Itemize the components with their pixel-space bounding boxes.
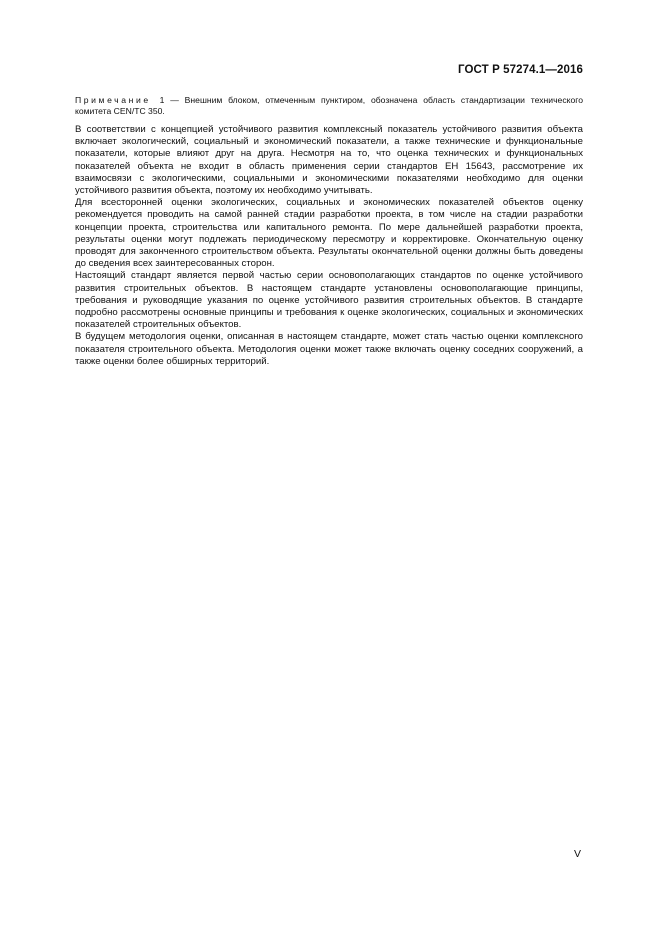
paragraph-text: Для всесторонней оценки экологических, социальных и экономических показателей объектов оценку рекомендуется проводить на самой ранней стадии разработки проекта, в том числе на стадии разработки концепции проекта, строительства или капитального ремонта. По мере дальнейшей разработки проекта, результаты оценки могут подлежать периодическому пересмотру и корректировке. Окончательную оценку проводят для законченного строительством объекта. Результаты окончательной оценки должны быть доведены до сведения всех заинтересованных сторон. (75, 197, 583, 270)
document-body (75, 95, 583, 368)
paragraph-text: В будущем методология оценки, описанная в настоящем стандарте, может стать частью оценки комплексного показателя строительного объекта. Методология оценки может также включать оценку соседних сооружений, а также оценки более обширных территорий. (75, 331, 583, 367)
paragraph (75, 270, 583, 331)
document-code-header: ГОСТ Р 57274.1—2016 (458, 64, 583, 76)
paragraph (75, 124, 583, 197)
paragraph (75, 197, 583, 270)
note-label: Примечание (75, 95, 151, 105)
paragraph-text: В соответствии с концепцией устойчивого развития комплексный показатель устойчивого развития объекта включает экологический, социальный и экономический показатели, а также технические и функциональные показатели, которые влияют друг на друга. Несмотря на то, что оценка технических и функциональных показателей объекта не входит в область применения серии стандартов ЕН 15643, рассмотрение их взаимосвязи с экологическими, социальными и экономическими показателями необходимо для оценки устойчивого развития объекта, поэтому их необходимо учитывать. (75, 124, 583, 197)
paragraph-text: Настоящий стандарт является первой частью серии основополагающих стандартов по оценке устойчивого развития строительных объектов. В настоящем стандарте установлены основополагающие принципы, требования и руководящие указания по оценке устойчивого развития строительных объектов. В стандарте подробно рассмотрены основные принципы и требования к оценке экологических, социальных и экономических показателей строительных объектов. (75, 270, 583, 331)
page-number: V (573, 848, 581, 860)
figure-note (75, 95, 583, 117)
paragraph (75, 331, 583, 368)
note-text: 1 — Внешним блоком, отмеченным пунктиром, обозначена область стандартизации технического комитета CEN/TC 350. (75, 95, 583, 116)
